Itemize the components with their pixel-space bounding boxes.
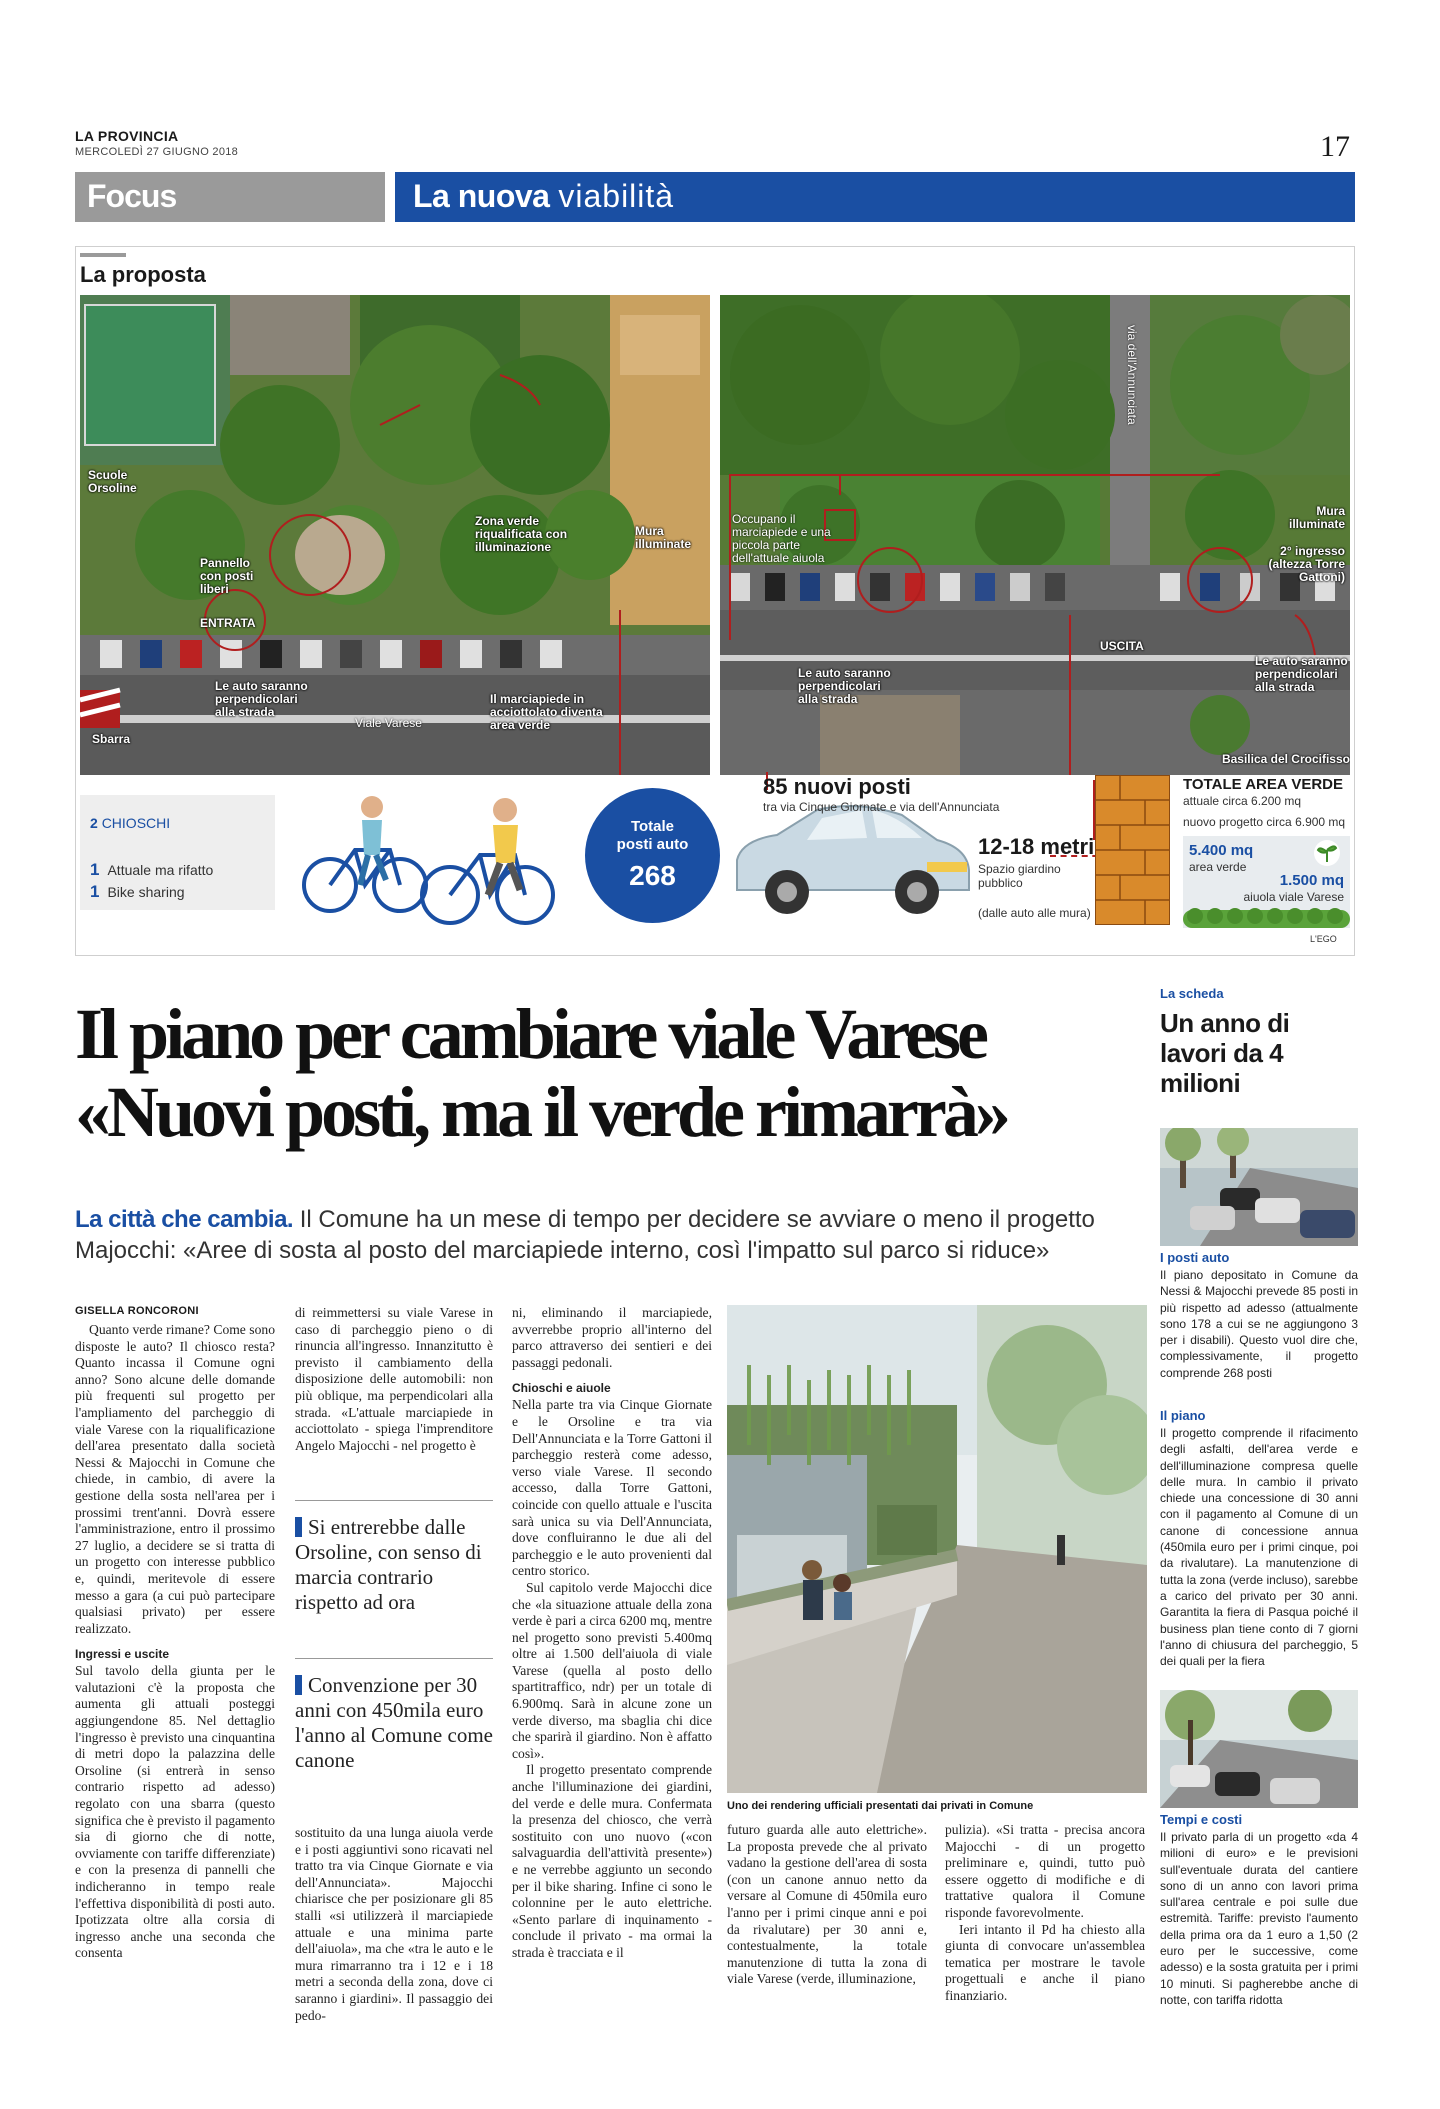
totale-posti-badge xyxy=(585,788,720,923)
infographic-title: La proposta xyxy=(80,262,206,287)
aiuola-label: aiuola viale Varese xyxy=(1243,890,1344,904)
sidebar-tag: La scheda xyxy=(1160,986,1224,1001)
chioschi-label: CHIOSCHI xyxy=(101,815,171,831)
rendering-photo xyxy=(727,1305,1147,1793)
aerial-photo-right xyxy=(720,295,1350,775)
chioschi-row xyxy=(90,860,213,880)
headline-line-2: «Nuovi posti, ma il verde rimarrà» xyxy=(75,1072,1007,1152)
focus-label: Focus xyxy=(87,178,177,214)
label-marciapiede: Il marciapiede in acciottolato diventa area verde xyxy=(490,692,603,732)
label-viale-varese: Viale Varese xyxy=(355,716,422,730)
article-paragraph: Nella parte tra via Cinque Giornate e le Orsoline e tra via Dell'Annunciata e la Torre Gattoni il parcheggio resterà come adesso, verso viale Varese. Il secondo accesso, dalla Torre Gattoni, coincide con quello attuale e l'uscita sarà unica su via Dell'Annunciata, dove confluiranno le due ali del parcheggio e le auto provenienti dal centro storico. xyxy=(512,1397,712,1579)
metri-title: 12-18 metri xyxy=(978,834,1095,859)
area-verde-label: area verde xyxy=(1189,860,1247,874)
sidebar-title: Un anno di lavori da 4 milioni xyxy=(1160,1008,1290,1098)
nuovi-posti-title: 85 nuovi posti xyxy=(763,774,911,799)
pull-quote-marker xyxy=(295,1675,302,1695)
article-paragraph: Il progetto presentato comprende anche l'illuminazione dei giardini, del verde e delle mura. Confermata la presenza del chiosco, che verrà sostituito con uno nuovo («con salvaguardia dell'attività presente») e ne verrebbe aggiunto un secondo per il bike sharing. Infine ci sono le colonnine per le auto elettriche. «Sento parlare di inquinamento - conclude il privato - ma ormai la strada è tracciata e il xyxy=(512,1762,712,1960)
section-title-bold: La nuova xyxy=(413,178,550,214)
label-via-annunciata: via dell'Annunciata xyxy=(1125,325,1139,425)
subhead-ingressi: Ingressi e uscite xyxy=(75,1647,170,1662)
headline-line-1: Il piano per cambiare viale Varese xyxy=(75,994,986,1074)
totale-value: 268 xyxy=(629,860,676,891)
article-paragraph: Sul capitolo verde Majocchi dice che «la situazione attuale della zona verde è pari a circa 6200 mq, mentre nel progetto sono previsti 5.400mq oltre ai 1.500 dell'aiuola di viale Varese (quella al posto dello spartitraffico, ndr) per un totale di 6.900mq. Sarà in alcune zone un verde diverso, ma sbaglia chi dice che sparirà il giardino. Non è affatto così». xyxy=(512,1579,712,1761)
article-column-2-top xyxy=(295,1305,493,1454)
area-verde-value: 5.400 mq xyxy=(1189,842,1254,859)
label-mura-illuminate-right: Mura illuminate xyxy=(1288,504,1345,531)
sidebar-posti-text: Il piano depositato in Comune da Nessi & Majocchi prevede 85 posti in più rispetto ad adesso (attualmente sono 178 a cui se ne aggiungono 3 per i disabili). Questo vuol dire che, complessivamente, il progetto comprende 268 posti xyxy=(1160,1268,1358,1380)
graphic-credit: L'EGO xyxy=(1310,934,1337,944)
sidebar-photo-parking xyxy=(1160,1128,1358,1246)
pull-quote-text: Convenzione per 30 anni con 450mila euro l'anno al Comune come canone xyxy=(295,1673,493,1772)
label-auto-perpendicolari-right-2: Le auto saranno perpendicolari alla strada xyxy=(1255,654,1348,694)
area-verde-nuovo: nuovo progetto circa 6.900 mq xyxy=(1183,815,1346,829)
article-paragraph: di reimmettersi su viale Varese in caso di parcheggio pieno o di rinuncia all'ingresso. Innanzitutto è previsto il cambiamento della disposizione delle automobili: non più oblique, ma perpendicolari alla strada. «L'attuale marciapiede in acciottolato - spiega l'imprenditore Angelo Majocchi - nel progetto è xyxy=(295,1305,493,1453)
label-zona-verde: Zona verde riqualificata con illuminazione xyxy=(475,514,568,554)
subhead-chioschi: Chioschi e aiuole xyxy=(512,1381,611,1396)
area-verde-title: TOTALE AREA VERDE xyxy=(1183,776,1344,793)
article-column-2-bottom xyxy=(295,1825,493,2024)
article-paragraph: futuro guarda alle auto elettriche». La proposta prevede che al privato vadano la gestione dell'area di sosta (con un canone annuo netto da versare al Comune di 450mila euro l'anno per i primi cinque anni e poi da rivalutare) per 30 anni e, contestualmente, la totale manutenzione di tutta la zona di viale Varese (verde, illuminazione, xyxy=(727,1822,927,1987)
totale-label-2: posti auto xyxy=(616,836,689,853)
label-auto-perpendicolari-right: Le auto saranno perpendicolari alla strada xyxy=(798,666,891,706)
section-title xyxy=(413,178,674,215)
label-auto-perpendicolari: Le auto saranno perpendicolari alla strada xyxy=(215,679,308,719)
focus-box xyxy=(75,172,385,222)
photo-caption: Uno dei rendering ufficiali presentati dai privati in Comune xyxy=(727,1800,1034,1812)
chioschi-row-text: Attuale ma rifatto xyxy=(107,862,214,878)
article-paragraph: sostituito da una lunga aiuola verde e i posti aggiuntivi sono ricavati nel tratto tra via Cinque Giornate e via dell'Annunciata». Majocchi chiarisce che per posizionare gli 85 stalli «si utilizzerà il marciapiede attuale e una minima parte dell'aiuola», ma che «tra le auto e le mura rimarranno tra i 12 e i 18 metri a seconda della zona, dove ci saranno i giardini». Il passaggio dei pedo- xyxy=(295,1825,493,2023)
kicker-text: Il Comune ha un mese di tempo per decidere se avviare o meno il progetto Majocchi: «Aree di sosta al posto del marciapiede interno, così l'impatto sul parco si riduce» xyxy=(75,1206,1095,1264)
plant-icon xyxy=(1312,838,1342,868)
label-pannello: Pannello con posti liberi xyxy=(200,556,254,596)
metri-sub: Spazio giardino pubblico xyxy=(978,862,1061,890)
byline: GISELLA RONCORONI xyxy=(75,1305,199,1317)
article-paragraph: Sul tavolo della giunta per le valutazioni c'è la proposta che aumenta gli attuali posteggi aggiungendone 85. Nel dettaglio l'ingresso è previsto una cinquantina di metri dopo la palazzina delle Orsoline (si entrerà in senso contrario rispetto ad adesso) regolato con una sbarra (questo significa che è previsto il pagamento sia di giorno che di notte, ovviamente con tariffe differenziate) e con la presenza di pannelli che indicheranno in tempo reale l'effettiva disponibilità di posti auto. Ipotizzata oltre alla corsia di ingresso anche una seconda che consenta xyxy=(75,1663,275,1961)
label-uscita: USCITA xyxy=(1100,639,1144,653)
article-column-4 xyxy=(727,1822,927,1988)
label-scuole-orsoline: Scuole Orsoline xyxy=(88,468,137,495)
label-mura-illuminate: Mura illuminate xyxy=(635,524,692,551)
hedge-icon xyxy=(1183,906,1350,928)
nuovi-posti-sub: tra via Cinque Giornate e via dell'Annunciata xyxy=(763,800,1000,814)
chioschi-count: 2 xyxy=(90,815,98,831)
headline xyxy=(75,995,1125,1151)
chioschi-row-text: Bike sharing xyxy=(107,884,185,900)
article-paragraph: ni, eliminando il marciapiede, avverrebbe proprio all'interno del parco attraverso dei sentieri e dei passaggi pedonali. xyxy=(512,1305,712,1370)
aerial-photo-left xyxy=(80,295,710,775)
article-column-1 xyxy=(75,1322,275,1962)
sidebar-piano xyxy=(1160,1408,1358,1669)
article-paragraph: pulizia). «Si tratta - precisa ancora Majocchi - di un progetto preliminare e, quindi, tutto può essere oggetto di modifiche e di trattative qualora il Comune risponde favorevolmente. xyxy=(945,1822,1145,1920)
sidebar-posti xyxy=(1160,1250,1358,1381)
totale-label-1: Totale xyxy=(630,818,675,835)
area-verde-attuale: attuale circa 6.200 mq xyxy=(1183,794,1302,808)
page-number: 17 xyxy=(1320,130,1350,163)
section-title-box xyxy=(395,172,1355,222)
aiuola-value: 1.500 mq xyxy=(1279,872,1344,889)
label-occupano: Occupano il marciapiede e una piccola parte dell'attuale aiuola xyxy=(732,512,831,565)
sidebar-photo-street xyxy=(1160,1690,1358,1808)
label-entrata: ENTRATA xyxy=(200,616,256,630)
kicker xyxy=(75,1204,1165,1266)
bicycles-illustration xyxy=(300,785,560,935)
label-basilica: Basilica del Crocifisso xyxy=(1221,752,1350,766)
sidebar-piano-title: Il piano xyxy=(1160,1408,1206,1423)
metri-note: (dalle auto alle mura) xyxy=(978,906,1091,920)
sidebar-posti-title: I posti auto xyxy=(1160,1250,1230,1265)
issue-date: MERCOLEDÌ 27 GIUGNO 2018 xyxy=(75,146,239,158)
pull-quote-marker xyxy=(295,1517,302,1537)
pull-quote-2 xyxy=(295,1658,493,1773)
chioschi-row-count: 1 xyxy=(90,860,100,879)
newspaper-name: LA PROVINCIA xyxy=(75,128,179,144)
article-column-5 xyxy=(945,1822,1145,2005)
wall-illustration xyxy=(1095,775,1170,925)
label-secondo-ingresso: 2° ingresso (altezza Torre Gattoni) xyxy=(1268,544,1345,584)
sidebar-tempi-title: Tempi e costi xyxy=(1160,1812,1243,1827)
area-verde-box xyxy=(1183,836,1350,928)
section-band xyxy=(75,172,1355,222)
sidebar-piano-text: Il progetto comprende il rifacimento degli asfalti, dell'area verde e dell'illuminazione compresa quelle delle mura. In cambio il privato chiede una concessione di 30 anni con il pagamento al Comune di un canone di concessione annua (450mila euro per i primi cinque, poi da rivalutare). La manutenzione di tutta la zona (verde incluso), sarebbe a carico del privato per 30 anni. Garantita la fiera di Pasqua poiché il business plan tiene conto di 7 giorni l'anno di chiusura del parcheggio, 5 dei quali per la fiera xyxy=(1160,1426,1358,1669)
chioschi-row-count: 1 xyxy=(90,882,100,901)
kicker-lead: La città che cambia. xyxy=(75,1206,294,1233)
panel-tick xyxy=(80,253,126,257)
sidebar-tempi-text: Il privato parla di un progetto «da 4 milioni di euro» e le previsioni sull'eventuale durata del cantiere sono di un anno con lavori prima sull'area centrale e poi sulle due estremità. Tariffe: previsto l'aumento della prima ora da 1 euro a 1,50 (2 euro per le successive, come adesso) e la sosta gratuita per i primi 10 minuti. Si pagherebbe anche di notte, con tariffa ridotta xyxy=(1160,1830,1358,2007)
chioschi-title xyxy=(90,815,170,831)
pull-quote-text: Si entrerebbe dalle Orsoline, con senso di marcia contrario rispetto ad ora xyxy=(295,1515,482,1614)
label-sbarra: Sbarra xyxy=(92,732,131,746)
article-column-3 xyxy=(512,1305,712,1962)
chioschi-box xyxy=(80,795,275,910)
pull-quote-1 xyxy=(295,1500,493,1615)
section-title-light: viabilità xyxy=(558,178,675,214)
chioschi-row xyxy=(90,882,185,902)
article-paragraph: Ieri intanto il Pd ha chiesto alla giunta di convocare un'assemblea tematica per mostrare le tavole progettuali e anche il piano finanziario. xyxy=(945,1921,1145,2003)
sidebar-tempi xyxy=(1160,1812,1358,2008)
article-paragraph: Quanto verde rimane? Come sono disposte le auto? Il chiosco resta? Quanto incassa il Comune ogni anno? Sono alcune delle domande più frequenti sul progetto per l'ampliamento del parcheggio di viale Varese con la riqualificazione dell'area presentato dalla società Nessi & Majocchi in Comune che chiede, in cambio, di avere la gestione della sosta nell'area per i prossimi trent'anni. Dovrà essere l'amministrazione, entro il prossimo 27 luglio, a decidere se si tratta di un progetto con interesse pubblico e, quindi, meritevole di essere messo a gara (a cui può partecipare qualsiasi privato) per essere realizzato. xyxy=(75,1322,275,1636)
